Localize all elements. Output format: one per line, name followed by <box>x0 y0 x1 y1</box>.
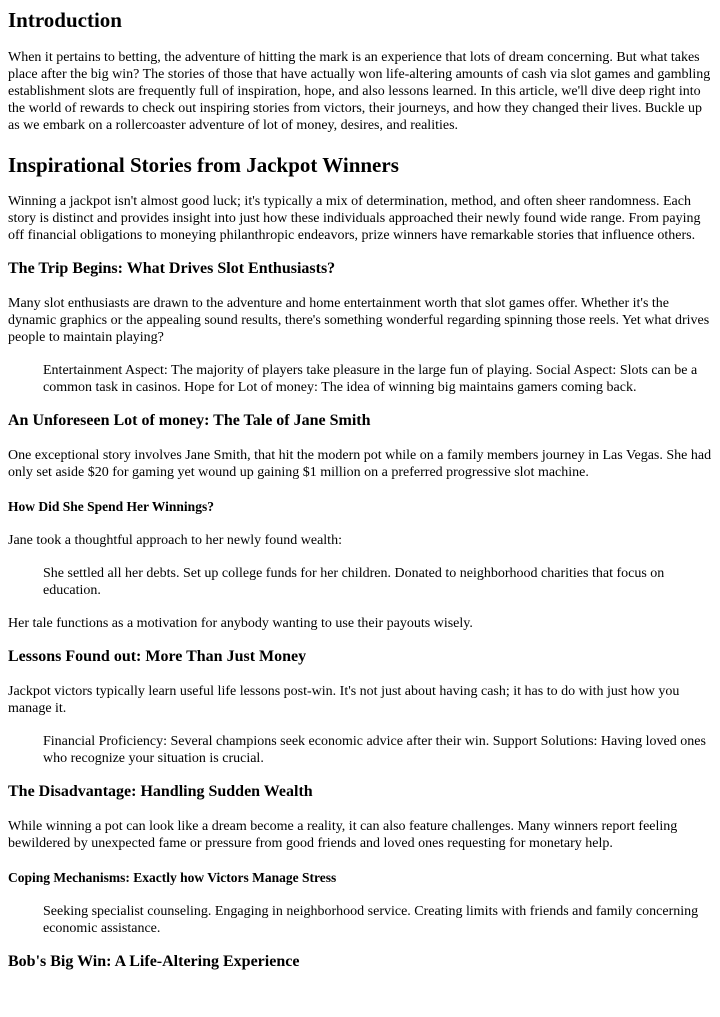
heading-coping: Coping Mechanisms: Exactly how Victors Manage Stress <box>8 870 337 885</box>
quote-coping: Seeking specialist counseling. Engaging in neighborhood service. Creating limits with friends and family concerning economic assistance. <box>43 904 699 936</box>
heading-trip-begins: The Trip Begins: What Drives Slot Enthusiasts? <box>8 260 336 277</box>
paragraph-inspirational-stories: Winning a jackpot isn't almost good luck; it's typically a mix of determination, method, and often sheer randomness. Each story is distinct and provides insight into just how these individuals approached their newly found wide range. From paying off financial obligations to moneying philanthropic endeavors, prize winners have remarkable stories that influence others. <box>8 194 701 243</box>
paragraph-lessons: Jackpot victors typically learn useful life lessons post-win. It's not just about having cash; it has to do with just how you manage it. <box>8 684 680 716</box>
quote-lessons: Financial Proficiency: Several champions seek economic advice after their win. Support Solutions: Having loved ones who recognize your situation is crucial. <box>43 734 706 766</box>
heading-bob: Bob's Big Win: A Life-Altering Experience <box>8 953 300 970</box>
paragraph-spend-winnings-closing: Her tale functions as a motivation for anybody wanting to use their payouts wisely. <box>8 616 473 631</box>
paragraph-trip-begins: Many slot enthusiasts are drawn to the adventure and home entertainment worth that slot games offer. Whether it's the dynamic graphics or the appealing sound results, there's something wonderful regarding spinning those reels. Yet what drives people to maintain playing? <box>8 296 710 345</box>
paragraph-spend-winnings: Jane took a thoughtful approach to her newly found wealth: <box>8 533 342 548</box>
paragraph-introduction: When it pertains to betting, the adventure of hitting the mark is an experience that lots of dream concerning. But what takes place after the big win? The stories of those that have actually won life-altering amounts of cash via slot games and gambling establishment slots are frequently full of inspiration, hope, and also lessons learned. In this article, we'll dive deep right into the world of rewards to check out inspiring stories from victors, their journeys, and how they changed their lives. Buckle up as we embark on a rollercoaster adventure of lot of money, desires, and realities. <box>8 50 711 133</box>
heading-introduction: Introduction <box>8 8 122 32</box>
paragraph-disadvantage: While winning a pot can look like a dream become a reality, it can also feature challenges. Many winners report feeling bewildered by unexpected fame or pressure from good friends and loved ones requesting for monetary help. <box>8 819 678 851</box>
heading-jane-smith: An Unforeseen Lot of money: The Tale of Jane Smith <box>8 412 371 429</box>
heading-inspirational-stories: Inspirational Stories from Jackpot Winners <box>8 153 399 177</box>
paragraph-jane-smith: One exceptional story involves Jane Smith, that hit the modern pot while on a family members journey in Las Vegas. She had only set aside $20 for gaming yet wound up gaining $1 million on a preferred progressive slot machine. <box>8 448 712 480</box>
heading-lessons: Lessons Found out: More Than Just Money <box>8 648 307 665</box>
heading-disadvantage: The Disadvantage: Handling Sudden Wealth <box>8 783 313 800</box>
quote-trip-begins: Entertainment Aspect: The majority of players take pleasure in the large fun of playing. Social Aspect: Slots can be a common task in casinos. Hope for Lot of money: The idea of winning big maintains gamers coming back. <box>43 363 698 395</box>
quote-spend-winnings: She settled all her debts. Set up college funds for her children. Donated to neighborhood charities that focus on education. <box>43 566 665 598</box>
heading-spend-winnings: How Did She Spend Her Winnings? <box>8 499 214 514</box>
